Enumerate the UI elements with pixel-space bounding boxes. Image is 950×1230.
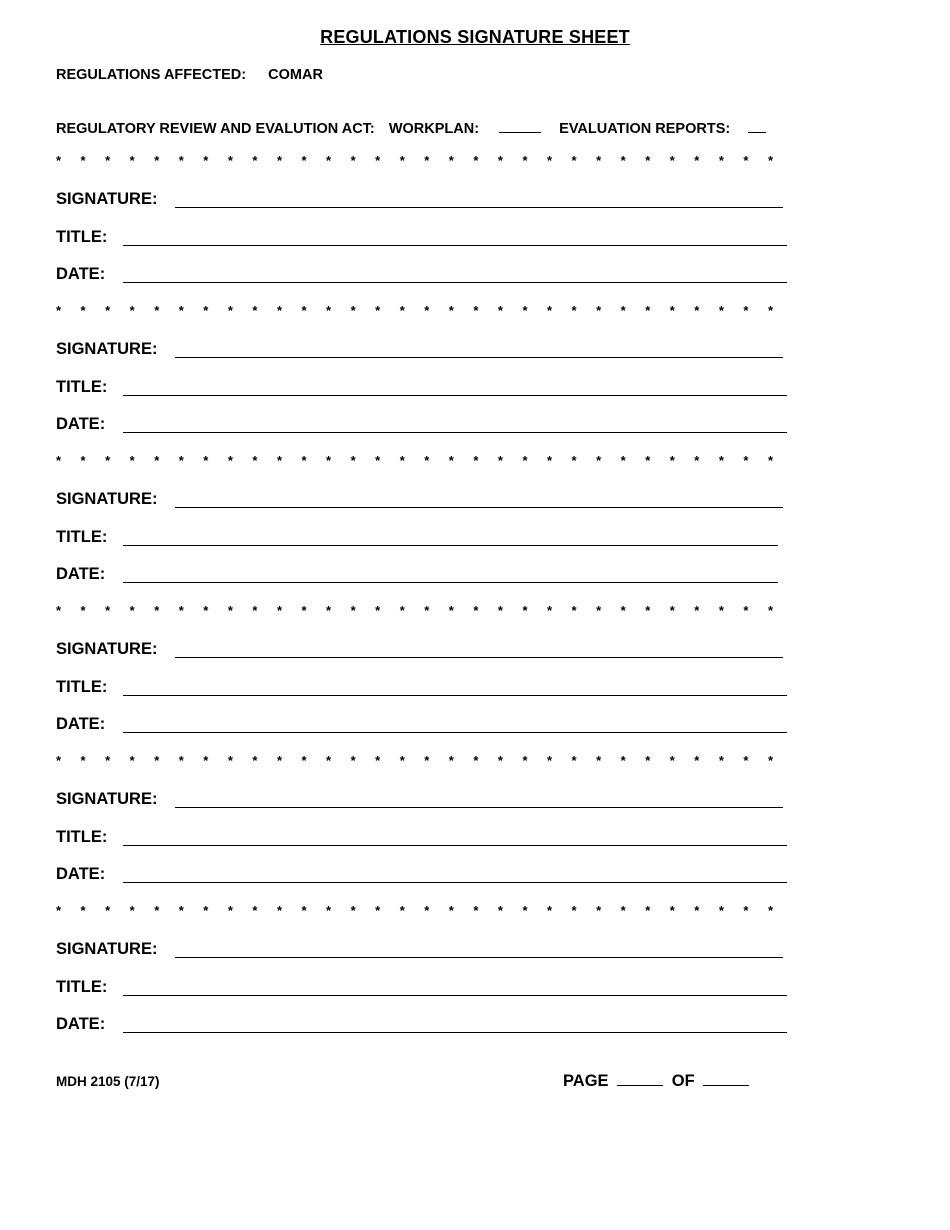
signature-label: SIGNATURE: bbox=[56, 790, 158, 808]
separator-star: * bbox=[301, 453, 307, 468]
title-line[interactable] bbox=[123, 845, 787, 846]
separator-star: * bbox=[399, 303, 405, 318]
date-row bbox=[56, 715, 787, 737]
separator-star: * bbox=[375, 753, 381, 768]
separator-star: * bbox=[596, 603, 602, 618]
separator-star: * bbox=[350, 603, 356, 618]
separator-star: * bbox=[203, 903, 209, 918]
separator-row bbox=[56, 753, 776, 769]
separator-star: * bbox=[326, 603, 332, 618]
separator-star: * bbox=[399, 753, 405, 768]
separator-star: * bbox=[178, 903, 184, 918]
title-row bbox=[56, 978, 787, 1000]
separator-star: * bbox=[620, 153, 626, 168]
signature-label: SIGNATURE: bbox=[56, 490, 158, 508]
separator-star: * bbox=[718, 303, 724, 318]
separator-star: * bbox=[571, 153, 577, 168]
separator-star: * bbox=[326, 303, 332, 318]
date-line[interactable] bbox=[123, 882, 787, 883]
separator-star: * bbox=[375, 603, 381, 618]
separator-star: * bbox=[645, 153, 651, 168]
page-number-field[interactable] bbox=[617, 1071, 663, 1086]
signature-line[interactable] bbox=[175, 357, 783, 358]
separator-star: * bbox=[522, 153, 528, 168]
separator-star: * bbox=[448, 153, 454, 168]
separator-star: * bbox=[276, 603, 282, 618]
signature-label: SIGNATURE: bbox=[56, 340, 158, 358]
separator-star: * bbox=[252, 153, 258, 168]
separator-star: * bbox=[473, 453, 479, 468]
separator-star: * bbox=[227, 603, 233, 618]
separator-star: * bbox=[56, 453, 62, 468]
separator-star: * bbox=[669, 303, 675, 318]
separator-star: * bbox=[424, 903, 430, 918]
separator-star: * bbox=[571, 453, 577, 468]
separator-star: * bbox=[620, 753, 626, 768]
separator-star: * bbox=[522, 303, 528, 318]
separator-star: * bbox=[375, 153, 381, 168]
separator-star: * bbox=[105, 303, 111, 318]
separator-star: * bbox=[767, 903, 773, 918]
signature-line[interactable] bbox=[175, 507, 783, 508]
separator-star: * bbox=[326, 753, 332, 768]
title-label: TITLE: bbox=[56, 678, 108, 696]
date-line[interactable] bbox=[123, 282, 787, 283]
separator-star: * bbox=[178, 603, 184, 618]
separator-star: * bbox=[743, 903, 749, 918]
separator-star: * bbox=[154, 603, 160, 618]
evaluation-reports-field[interactable] bbox=[748, 118, 766, 133]
separator-star: * bbox=[80, 903, 86, 918]
title-line[interactable] bbox=[123, 395, 787, 396]
separator-row bbox=[56, 453, 776, 469]
separator-star: * bbox=[596, 903, 602, 918]
separator-star: * bbox=[473, 753, 479, 768]
separator-star: * bbox=[399, 453, 405, 468]
of-label: OF bbox=[671, 1072, 695, 1090]
separator-star: * bbox=[350, 453, 356, 468]
title-line[interactable] bbox=[123, 995, 787, 996]
signature-line[interactable] bbox=[175, 207, 783, 208]
separator-star: * bbox=[105, 153, 111, 168]
separator-star: * bbox=[620, 903, 626, 918]
review-act-label: REGULATORY REVIEW AND EVALUTION ACT: bbox=[56, 121, 375, 137]
separator-star: * bbox=[154, 453, 160, 468]
separator-star: * bbox=[56, 753, 62, 768]
separator-star: * bbox=[718, 753, 724, 768]
separator-star: * bbox=[399, 603, 405, 618]
separator-star: * bbox=[252, 603, 258, 618]
signature-row bbox=[56, 490, 783, 512]
separator-star: * bbox=[56, 153, 62, 168]
separator-star: * bbox=[56, 303, 62, 318]
separator-star: * bbox=[350, 753, 356, 768]
separator-star: * bbox=[227, 153, 233, 168]
date-line[interactable] bbox=[123, 1032, 787, 1033]
separator-star: * bbox=[252, 903, 258, 918]
separator-star: * bbox=[276, 753, 282, 768]
title-line[interactable] bbox=[123, 245, 787, 246]
separator-star: * bbox=[375, 453, 381, 468]
separator-star: * bbox=[105, 453, 111, 468]
separator-star: * bbox=[645, 753, 651, 768]
workplan-label: WORKPLAN: bbox=[388, 121, 480, 137]
separator-star: * bbox=[620, 453, 626, 468]
separator-star: * bbox=[424, 753, 430, 768]
title-label: TITLE: bbox=[56, 228, 108, 246]
separator-star: * bbox=[522, 603, 528, 618]
separator-star: * bbox=[669, 453, 675, 468]
separator-star: * bbox=[56, 903, 62, 918]
separator-star: * bbox=[767, 153, 773, 168]
separator-star: * bbox=[547, 903, 553, 918]
separator-star: * bbox=[326, 153, 332, 168]
date-label: DATE: bbox=[56, 565, 106, 583]
separator-star: * bbox=[571, 303, 577, 318]
title-row bbox=[56, 228, 787, 250]
workplan-field[interactable] bbox=[499, 118, 541, 133]
signature-row bbox=[56, 190, 783, 212]
separator-star: * bbox=[767, 753, 773, 768]
date-line[interactable] bbox=[123, 582, 778, 583]
separator-star: * bbox=[743, 753, 749, 768]
separator-star: * bbox=[669, 753, 675, 768]
title-line[interactable] bbox=[123, 545, 778, 546]
separator-star: * bbox=[571, 903, 577, 918]
title-row bbox=[56, 678, 787, 700]
separator-star: * bbox=[80, 603, 86, 618]
separator-star: * bbox=[252, 753, 258, 768]
separator-star: * bbox=[56, 603, 62, 618]
signature-row bbox=[56, 940, 783, 962]
separator-star: * bbox=[645, 603, 651, 618]
separator-star: * bbox=[424, 603, 430, 618]
separator-star: * bbox=[129, 303, 135, 318]
date-row bbox=[56, 565, 778, 587]
separator-star: * bbox=[80, 753, 86, 768]
separator-star: * bbox=[80, 453, 86, 468]
separator-star: * bbox=[547, 303, 553, 318]
separator-star: * bbox=[694, 903, 700, 918]
separator-star: * bbox=[694, 603, 700, 618]
separator-row bbox=[56, 603, 776, 619]
separator-star: * bbox=[375, 303, 381, 318]
separator-star: * bbox=[596, 753, 602, 768]
signature-row bbox=[56, 340, 783, 362]
separator-star: * bbox=[718, 453, 724, 468]
regulations-affected-label: REGULATIONS AFFECTED: bbox=[56, 67, 247, 83]
separator-star: * bbox=[743, 453, 749, 468]
date-line[interactable] bbox=[123, 432, 787, 433]
separator-star: * bbox=[178, 303, 184, 318]
separator-star: * bbox=[326, 453, 332, 468]
separator-star: * bbox=[767, 453, 773, 468]
separator-star: * bbox=[227, 303, 233, 318]
signature-label: SIGNATURE: bbox=[56, 940, 158, 958]
separator-star: * bbox=[105, 603, 111, 618]
separator-star: * bbox=[718, 153, 724, 168]
separator-star: * bbox=[547, 453, 553, 468]
separator-star: * bbox=[350, 903, 356, 918]
separator-star: * bbox=[350, 153, 356, 168]
separator-star: * bbox=[276, 303, 282, 318]
separator-star: * bbox=[448, 603, 454, 618]
separator-star: * bbox=[276, 453, 282, 468]
separator-star: * bbox=[252, 453, 258, 468]
separator-star: * bbox=[547, 153, 553, 168]
separator-star: * bbox=[473, 603, 479, 618]
signature-label: SIGNATURE: bbox=[56, 190, 158, 208]
title-label: TITLE: bbox=[56, 978, 108, 996]
separator-star: * bbox=[694, 753, 700, 768]
separator-star: * bbox=[448, 903, 454, 918]
separator-star: * bbox=[178, 153, 184, 168]
separator-star: * bbox=[129, 603, 135, 618]
date-row bbox=[56, 265, 787, 287]
evaluation-reports-label: EVALUATION REPORTS: bbox=[559, 121, 731, 137]
title-row bbox=[56, 378, 787, 400]
separator-star: * bbox=[129, 753, 135, 768]
separator-star: * bbox=[129, 903, 135, 918]
date-label: DATE: bbox=[56, 1015, 106, 1033]
date-row bbox=[56, 865, 787, 887]
separator-star: * bbox=[129, 453, 135, 468]
separator-star: * bbox=[399, 153, 405, 168]
title-label: TITLE: bbox=[56, 378, 108, 396]
separator-star: * bbox=[105, 753, 111, 768]
signature-row bbox=[56, 790, 783, 812]
date-line[interactable] bbox=[123, 732, 787, 733]
separator-star: * bbox=[227, 453, 233, 468]
separator-star: * bbox=[669, 603, 675, 618]
separator-star: * bbox=[301, 303, 307, 318]
page-total-field[interactable] bbox=[703, 1071, 749, 1086]
separator-star: * bbox=[669, 153, 675, 168]
separator-star: * bbox=[620, 303, 626, 318]
separator-star: * bbox=[203, 603, 209, 618]
separator-star: * bbox=[522, 453, 528, 468]
signature-line[interactable] bbox=[175, 807, 783, 808]
separator-star: * bbox=[178, 453, 184, 468]
date-label: DATE: bbox=[56, 415, 106, 433]
separator-star: * bbox=[522, 903, 528, 918]
separator-star: * bbox=[154, 303, 160, 318]
separator-star: * bbox=[743, 603, 749, 618]
separator-star: * bbox=[399, 903, 405, 918]
separator-star: * bbox=[473, 303, 479, 318]
separator-star: * bbox=[154, 153, 160, 168]
separator-star: * bbox=[178, 753, 184, 768]
separator-star: * bbox=[718, 903, 724, 918]
separator-star: * bbox=[80, 153, 86, 168]
separator-star: * bbox=[743, 303, 749, 318]
separator-star: * bbox=[694, 303, 700, 318]
regulations-affected-row bbox=[56, 67, 323, 83]
separator-star: * bbox=[154, 903, 160, 918]
separator-star: * bbox=[645, 453, 651, 468]
signature-label: SIGNATURE: bbox=[56, 640, 158, 658]
signature-line[interactable] bbox=[175, 957, 783, 958]
separator-star: * bbox=[105, 903, 111, 918]
form-id: MDH 2105 (7/17) bbox=[56, 1074, 160, 1089]
separator-star: * bbox=[497, 603, 503, 618]
separator-star: * bbox=[497, 153, 503, 168]
separator-star: * bbox=[154, 753, 160, 768]
separator-row bbox=[56, 903, 776, 919]
title-label: TITLE: bbox=[56, 528, 108, 546]
separator-star: * bbox=[203, 303, 209, 318]
separator-star: * bbox=[620, 603, 626, 618]
separator-star: * bbox=[203, 453, 209, 468]
signature-line[interactable] bbox=[175, 657, 783, 658]
separator-star: * bbox=[227, 903, 233, 918]
date-label: DATE: bbox=[56, 265, 106, 283]
separator-star: * bbox=[448, 753, 454, 768]
separator-star: * bbox=[448, 303, 454, 318]
separator-star: * bbox=[497, 903, 503, 918]
separator-star: * bbox=[571, 603, 577, 618]
separator-star: * bbox=[424, 303, 430, 318]
separator-star: * bbox=[276, 903, 282, 918]
separator-star: * bbox=[497, 753, 503, 768]
separator-star: * bbox=[448, 453, 454, 468]
page-title: REGULATIONS SIGNATURE SHEET bbox=[320, 27, 630, 47]
separator-star: * bbox=[547, 753, 553, 768]
separator-star: * bbox=[276, 153, 282, 168]
signature-row bbox=[56, 640, 783, 662]
separator-star: * bbox=[571, 753, 577, 768]
separator-star: * bbox=[547, 603, 553, 618]
separator-star: * bbox=[767, 303, 773, 318]
separator-star: * bbox=[767, 603, 773, 618]
separator-star: * bbox=[301, 153, 307, 168]
date-row bbox=[56, 1015, 787, 1037]
separator-star: * bbox=[718, 603, 724, 618]
separator-star: * bbox=[694, 453, 700, 468]
title-line[interactable] bbox=[123, 695, 787, 696]
separator-star: * bbox=[596, 153, 602, 168]
separator-star: * bbox=[694, 153, 700, 168]
separator-star: * bbox=[645, 903, 651, 918]
page-count bbox=[563, 1071, 749, 1091]
separator-star: * bbox=[669, 903, 675, 918]
separator-star: * bbox=[252, 303, 258, 318]
date-label: DATE: bbox=[56, 715, 106, 733]
separator-star: * bbox=[596, 303, 602, 318]
separator-star: * bbox=[301, 603, 307, 618]
separator-star: * bbox=[497, 303, 503, 318]
title-row bbox=[56, 528, 778, 550]
separator-row bbox=[56, 153, 776, 169]
regulations-affected-value: COMAR bbox=[268, 67, 323, 83]
separator-star: * bbox=[301, 753, 307, 768]
separator-star: * bbox=[129, 153, 135, 168]
separator-star: * bbox=[203, 153, 209, 168]
separator-star: * bbox=[203, 753, 209, 768]
separator-star: * bbox=[227, 753, 233, 768]
separator-star: * bbox=[645, 303, 651, 318]
separator-star: * bbox=[522, 753, 528, 768]
separator-star: * bbox=[301, 903, 307, 918]
separator-star: * bbox=[350, 303, 356, 318]
date-label: DATE: bbox=[56, 865, 106, 883]
separator-star: * bbox=[743, 153, 749, 168]
title-row bbox=[56, 828, 787, 850]
separator-star: * bbox=[424, 453, 430, 468]
title-label: TITLE: bbox=[56, 828, 108, 846]
separator-star: * bbox=[80, 303, 86, 318]
separator-star: * bbox=[375, 903, 381, 918]
review-act-row bbox=[56, 118, 766, 137]
separator-star: * bbox=[596, 453, 602, 468]
separator-star: * bbox=[424, 153, 430, 168]
page-label: PAGE bbox=[563, 1072, 609, 1090]
separator-star: * bbox=[473, 153, 479, 168]
date-row bbox=[56, 415, 787, 437]
separator-star: * bbox=[497, 453, 503, 468]
separator-star: * bbox=[326, 903, 332, 918]
separator-row bbox=[56, 303, 776, 319]
separator-star: * bbox=[473, 903, 479, 918]
